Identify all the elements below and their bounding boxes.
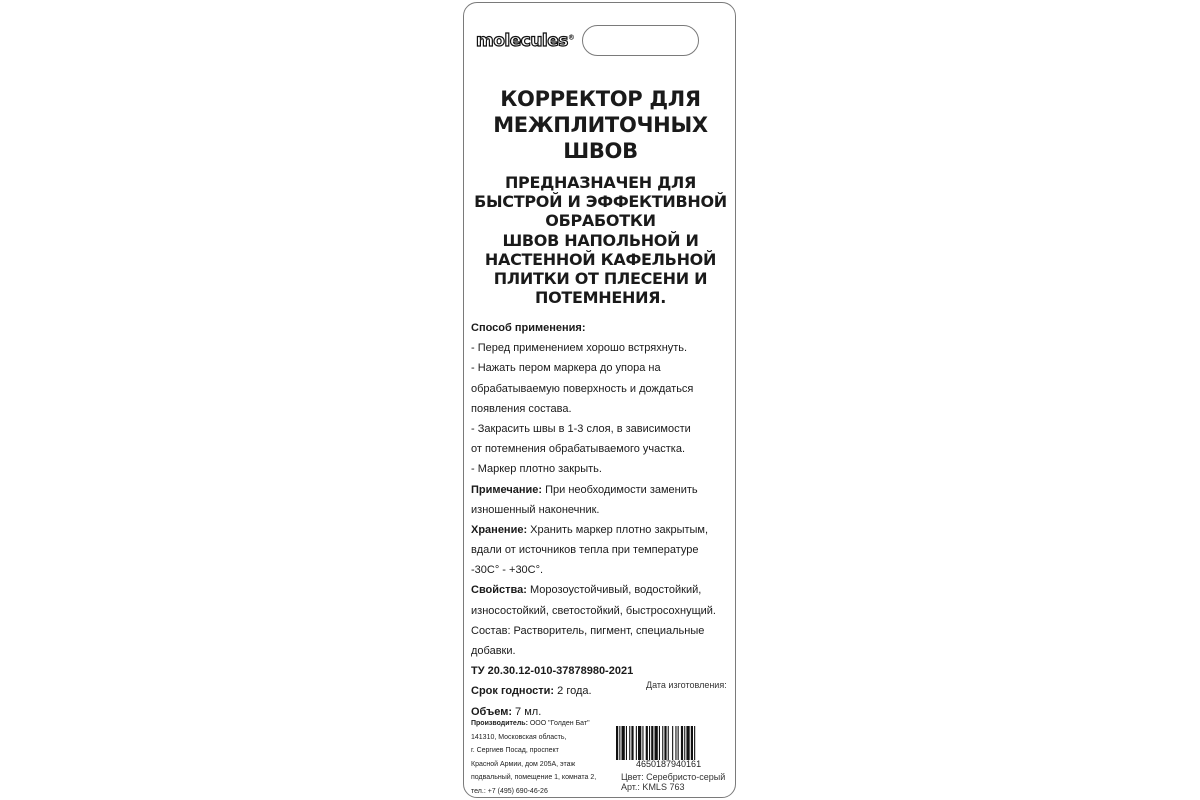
- barcode-bar: [638, 726, 641, 760]
- usage-line: обрабатываемую поверхность и дождаться: [471, 382, 694, 395]
- barcode-bar: [694, 726, 695, 760]
- producer-line: подвальный, помещение 1, комната 2,: [471, 774, 597, 781]
- composition-line: Состав: Растворитель, пигмент, специальные: [471, 624, 705, 637]
- spec-code: ТУ 20.30.12-010-37878980-2021: [471, 665, 634, 678]
- usage-line: - Закрасить швы в 1-3 слоя, в зависимости: [471, 422, 691, 435]
- volume-label: Объем:: [471, 705, 512, 718]
- barcode-bar: [672, 726, 673, 760]
- barcode-bar: [646, 726, 648, 760]
- title-line: ШВОВ: [563, 139, 638, 163]
- shelf-life-label: Срок годности:: [471, 685, 555, 698]
- shelf-life-value: 2 года.: [554, 685, 592, 698]
- title-line: МЕЖПЛИТОЧНЫХ: [493, 113, 708, 137]
- producer-name: ООО "Голден Бат": [527, 720, 590, 727]
- barcode-bar: [691, 726, 693, 760]
- title-line: КОРРЕКТОР ДЛЯ: [500, 87, 701, 111]
- producer-label: Производитель:: [471, 720, 528, 727]
- note-label: Примечание:: [471, 483, 543, 496]
- barcode-bar: [664, 726, 666, 760]
- subtitle-line: НАСТЕННОЙ КАФЕЛЬНОЙ: [484, 249, 717, 269]
- color-info: Цвет: Серебристо-серый: [621, 772, 726, 782]
- producer-line: 141310, Московская область,: [471, 733, 567, 741]
- barcode-bar: [651, 726, 653, 760]
- usage-line: - Нажать пером маркера до упора на: [471, 362, 661, 375]
- barcode-bar: [659, 726, 660, 760]
- barcode-bar: [616, 726, 618, 760]
- subtitle-line: ПРЕДНАЗНАЧЕН ДЛЯ: [504, 173, 697, 192]
- article-info: Арт.: KMLS 763: [621, 782, 685, 792]
- subtitle-line: ШВОВ НАПОЛЬНОЙ И: [502, 230, 699, 250]
- producer-block: [471, 717, 616, 798]
- volume-value: 7 мл.: [512, 705, 542, 718]
- barcode-bar: [619, 726, 620, 760]
- barcode-number: 4650187940161: [636, 759, 702, 769]
- properties-text: Морозоустойчивый, водостойкий,: [526, 584, 702, 597]
- subtitle-line: БЫСТРОЙ И ЭФФЕКТИВНОЙ: [474, 192, 727, 212]
- subtitle-line: ПОТЕМНЕНИЯ.: [535, 288, 666, 308]
- barcode-bar: [642, 726, 643, 760]
- barcode-bar: [626, 726, 627, 760]
- note-line: [471, 480, 733, 500]
- usage-heading: Способ применения:: [471, 322, 586, 334]
- barcode-bar: [686, 726, 689, 760]
- barcode-bar: [681, 726, 683, 760]
- usage-line: от потемнения обрабатываемого участка.: [471, 443, 686, 456]
- brand-logo-text: molecules: [476, 31, 568, 51]
- barcode-bar: [662, 726, 663, 760]
- composition-line: добавки.: [471, 645, 516, 657]
- usage-line: - Маркер плотно закрыть.: [471, 463, 602, 476]
- barcode-bar: [649, 726, 650, 760]
- usage-line: - Перед применением хорошо встряхнуть.: [471, 342, 688, 355]
- storage-line: -30С° - +30С°.: [471, 564, 544, 577]
- product-title: [464, 86, 737, 164]
- barcode-bar: [668, 726, 669, 760]
- brand-logo: [476, 31, 574, 51]
- storage-text: Хранить маркер плотно закрытым,: [527, 523, 709, 536]
- producer-line: [471, 717, 616, 731]
- note-line: изношенный наконечник.: [471, 503, 600, 516]
- manufacture-date-label: Дата изготовления:: [646, 680, 727, 690]
- registered-mark: ®: [567, 33, 575, 42]
- properties-line: [471, 580, 733, 600]
- barcode: [616, 726, 730, 760]
- hang-hole: [582, 25, 699, 56]
- barcode-bar: [675, 726, 676, 760]
- barcode-bar: [655, 726, 658, 760]
- producer-line: тел.: +7 (495) 690-46-26: [471, 787, 548, 795]
- barcode-bar: [631, 726, 633, 760]
- producer-line: г. Сергиев Посад, проспект: [471, 747, 559, 754]
- subtitle-line: ПЛИТКИ ОТ ПЛЕСЕНИ И: [493, 269, 708, 289]
- producer-line: Красной Армии, дом 205А, этаж: [471, 760, 576, 768]
- barcode-bar: [684, 726, 685, 760]
- properties-line: износостойкий, светостойкий, быстросохнущий.: [471, 604, 716, 617]
- usage-line: появления состава.: [471, 402, 572, 415]
- subtitle-line: ОБРАБОТКИ: [545, 211, 656, 231]
- barcode-bar: [636, 726, 637, 760]
- product-subtitle: [464, 173, 737, 307]
- barcode-bar: [629, 726, 630, 760]
- instructions-block: [471, 318, 733, 722]
- storage-line: вдали от источников тепла при температуре: [471, 544, 699, 557]
- properties-label: Свойства:: [471, 584, 527, 597]
- storage-label: Хранение:: [471, 523, 528, 536]
- barcode-bar: [622, 726, 625, 760]
- storage-line: [471, 520, 733, 540]
- barcode-bar: [678, 726, 679, 760]
- note-text: При необходимости заменить: [542, 483, 698, 496]
- product-card: [463, 2, 736, 798]
